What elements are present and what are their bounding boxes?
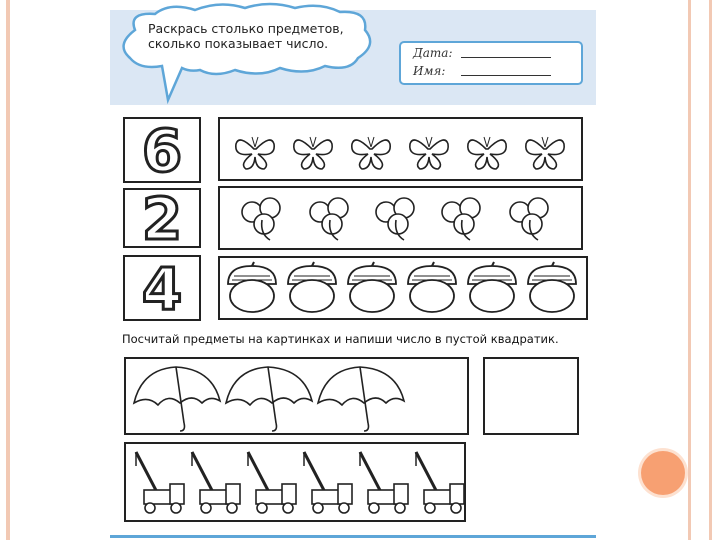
butterfly-icon: [352, 137, 390, 169]
butterfly-row: [218, 117, 583, 181]
number-box: [123, 185, 201, 253]
slide-border-left: [6, 0, 10, 540]
acorn-icon: [228, 262, 276, 312]
speech-cloud: [110, 0, 380, 120]
butterfly-icon: [294, 137, 332, 169]
umbrella-icon: [318, 367, 404, 431]
number-box: [123, 117, 201, 183]
instruction-color: Раскрась столько предметов, сколько показывает число.: [148, 21, 344, 51]
instruction-count: Посчитай предметы на картинках и напиши число в пустой квадратик.: [122, 332, 559, 346]
clover-icon: [242, 198, 280, 240]
acorn-icon: [528, 262, 576, 312]
clover-row: [218, 186, 583, 250]
crane-truck-icon: [304, 452, 352, 513]
decorative-orange-circle: [641, 451, 685, 495]
date-label: Дата:: [413, 46, 453, 60]
slide-border-right: [688, 0, 712, 540]
crane-truck-icon: [136, 452, 184, 513]
name-line: [461, 75, 551, 76]
crane-truck-icon: [416, 452, 464, 513]
acorn-icon: [288, 262, 336, 312]
butterfly-icon: [468, 137, 506, 169]
crane-truck-icon: [248, 452, 296, 513]
number-box: [123, 255, 201, 321]
umbrella-row: [124, 357, 469, 435]
crane-row: [124, 442, 466, 522]
clover-icon: [442, 198, 480, 240]
answer-box-umbrellas[interactable]: [483, 357, 579, 435]
acorn-icon: [468, 262, 516, 312]
clover-icon: [510, 198, 548, 240]
crane-truck-icon: [192, 452, 240, 513]
clover-icon: [310, 198, 348, 240]
crane-truck-icon: [360, 452, 408, 513]
date-name-box: [399, 41, 583, 85]
worksheet: [110, 0, 596, 540]
acorn-row: [218, 256, 588, 320]
acorn-icon: [408, 262, 456, 312]
butterfly-icon: [236, 137, 274, 169]
umbrella-icon: [134, 367, 220, 431]
bottom-rule: [110, 535, 596, 538]
date-line: [461, 57, 551, 58]
umbrella-icon: [226, 367, 312, 431]
butterfly-icon: [526, 137, 564, 169]
number-digit: 6: [141, 117, 183, 185]
butterfly-icon: [410, 137, 448, 169]
name-label: Имя:: [413, 64, 446, 78]
number-digit: 4: [141, 255, 183, 323]
number-digit: 2: [141, 185, 183, 253]
acorn-icon: [348, 262, 396, 312]
clover-icon: [376, 198, 414, 240]
